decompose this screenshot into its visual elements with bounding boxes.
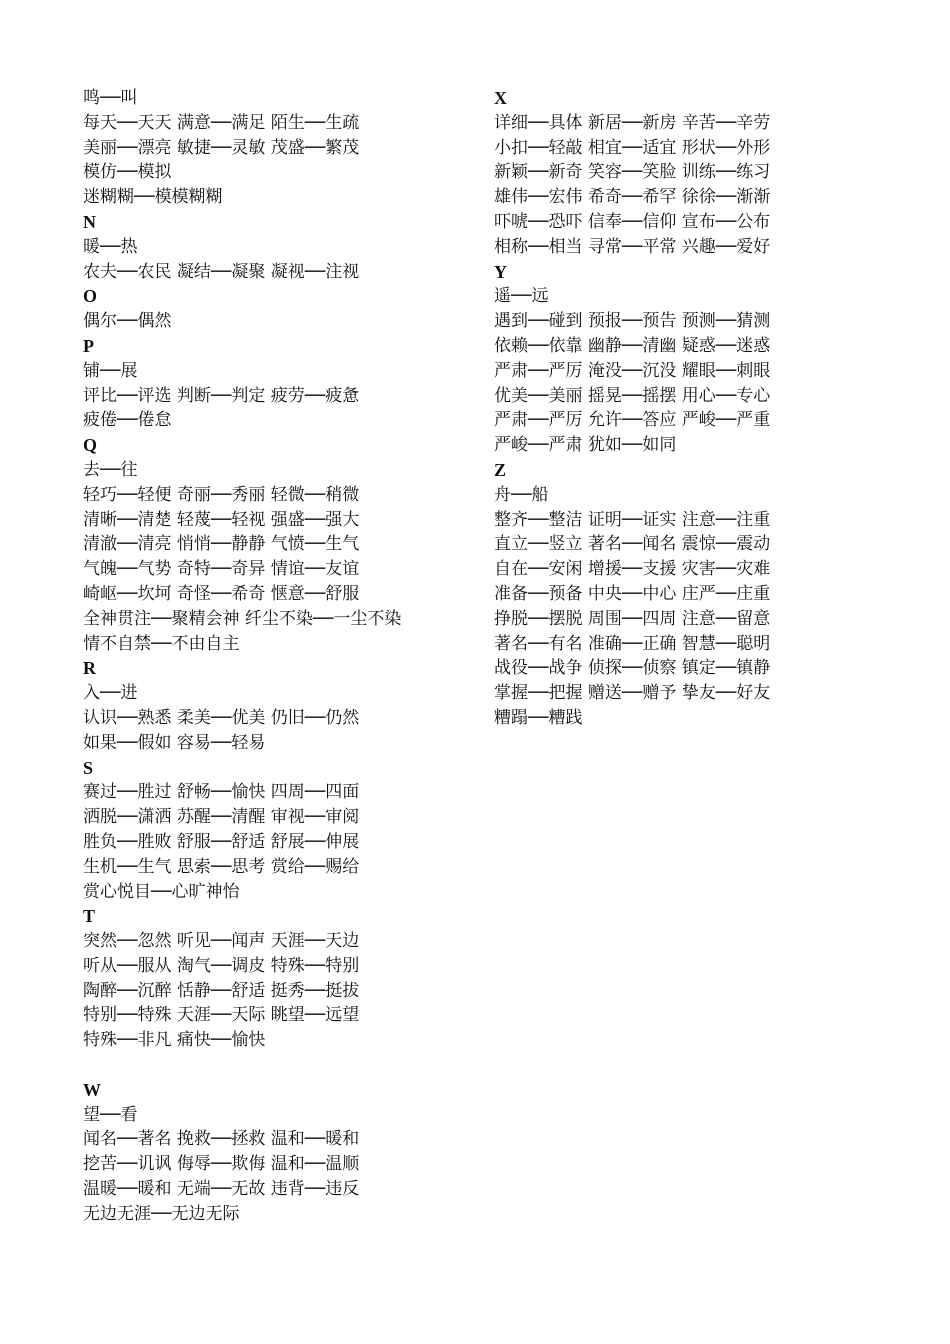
section-letter-heading: Y bbox=[494, 261, 507, 282]
synonym-line: 望──看 bbox=[83, 1104, 138, 1125]
synonym-line: 全神贯注──聚精会神 纤尘不染──一尘不染 bbox=[83, 608, 402, 629]
synonym-line: 相称──相当 寻常──平常 兴趣──爱好 bbox=[494, 236, 771, 257]
synonym-line: 陶醉──沉醉 恬静──舒适 挺秀──挺拔 bbox=[83, 980, 360, 1001]
synonym-line: 迷糊糊──模模糊糊 bbox=[83, 187, 223, 208]
synonym-line: 直立──竖立 著名──闻名 震惊──震动 bbox=[494, 534, 771, 555]
synonym-line: 赛过──胜过 舒畅──愉快 四周──四面 bbox=[83, 782, 360, 803]
synonym-line: 无边无涯──无边无际 bbox=[83, 1203, 240, 1224]
synonym-line: 温暖──暖和 无端──无故 违背──违反 bbox=[83, 1179, 360, 1200]
synonym-line: 认识──熟悉 柔美──优美 仍旧──仍然 bbox=[83, 707, 360, 728]
synonym-line: 听从──服从 淘气──调皮 特殊──特别 bbox=[83, 955, 360, 976]
synonym-line: 突然──忽然 听见──闻声 天涯──天边 bbox=[83, 931, 360, 952]
synonym-line: 入──进 bbox=[83, 683, 138, 704]
synonym-line: 整齐──整洁 证明──证实 注意──注重 bbox=[494, 509, 771, 530]
synonym-line: 去──往 bbox=[83, 459, 138, 480]
synonym-line: 遇到──碰到 预报──预告 预测──猜测 bbox=[494, 311, 771, 332]
synonym-line: 严肃──严厉 淹没──沉没 耀眼──刺眼 bbox=[494, 360, 771, 381]
synonym-line: 评比──评选 判断──判定 疲劳──疲惫 bbox=[83, 385, 360, 406]
synonym-line: 鸣──叫 bbox=[83, 88, 138, 108]
synonym-line: 自在──安闲 增援──支援 灾害──灾难 bbox=[494, 559, 771, 580]
synonym-line: 准备──预备 中央──中心 庄严──庄重 bbox=[494, 583, 771, 604]
synonym-line: 小扣──轻敲 相宜──适宜 形状──外形 bbox=[494, 137, 771, 158]
synonym-line: 糟蹋──糟践 bbox=[494, 707, 583, 728]
synonym-line: 疲倦──倦怠 bbox=[83, 410, 172, 431]
synonym-line: 气魄──气势 奇特──奇异 情谊──友谊 bbox=[83, 559, 360, 580]
synonym-line: 轻巧──轻便 奇丽──秀丽 轻微──稍微 bbox=[83, 484, 360, 505]
synonym-line: 战役──战争 侦探──侦察 镇定──镇静 bbox=[494, 658, 771, 679]
synonym-line: 农夫──农民 凝结──凝聚 凝视──注视 bbox=[83, 261, 360, 282]
synonym-line: 崎岖──坎坷 奇怪──希奇 惬意──舒服 bbox=[83, 583, 360, 604]
synonym-line: 挖苦──讥讽 侮辱──欺侮 温和──温顺 bbox=[83, 1154, 360, 1175]
left-column bbox=[83, 86, 473, 1227]
synonym-line: 美丽──漂亮 敏捷──灵敏 茂盛──繁茂 bbox=[83, 137, 360, 158]
synonym-line: 清澈──清亮 悄悄──静静 气愤──生气 bbox=[83, 534, 360, 555]
synonym-line: 挣脱──摆脱 周围──四周 注意──留意 bbox=[494, 608, 771, 629]
blank-line bbox=[83, 1053, 473, 1078]
synonym-line: 暖──热 bbox=[83, 236, 138, 257]
section-letter-heading: R bbox=[83, 658, 96, 679]
synonym-line: 闻名──著名 挽救──拯救 温和──暖和 bbox=[83, 1129, 360, 1150]
synonym-line: 雄伟──宏伟 希奇──希罕 徐徐──渐渐 bbox=[494, 187, 771, 208]
synonym-line: 偶尔──偶然 bbox=[83, 311, 172, 332]
synonym-line: 清晰──清楚 轻蔑──轻视 强盛──强大 bbox=[83, 509, 360, 530]
synonym-line: 情不自禁──不由自主 bbox=[83, 633, 240, 654]
section-letter-heading: P bbox=[83, 335, 94, 356]
synonym-line: 掌握──把握 赠送──赠予 挚友──好友 bbox=[494, 683, 771, 704]
synonym-line: 每天──天天 满意──满足 陌生──生疏 bbox=[83, 112, 360, 133]
synonym-line: 详细──具体 新居──新房 辛苦──辛劳 bbox=[494, 112, 771, 133]
right-column bbox=[494, 86, 894, 731]
synonym-line: 洒脱──潇洒 苏醒──清醒 审视──审阅 bbox=[83, 807, 360, 828]
synonym-line: 特别──特殊 天涯──天际 眺望──远望 bbox=[83, 1005, 360, 1026]
section-letter-heading: T bbox=[83, 906, 96, 927]
synonym-line: 严肃──严厉 允许──答应 严峻──严重 bbox=[494, 410, 771, 431]
section-letter-heading: W bbox=[83, 1079, 101, 1100]
synonym-line: 优美──美丽 摇晃──摇摆 用心──专心 bbox=[494, 385, 771, 406]
synonym-line: 特殊──非凡 痛快──愉快 bbox=[83, 1030, 266, 1051]
synonym-line: 模仿──模拟 bbox=[83, 162, 172, 183]
synonym-line: 新颖──新奇 笑容──笑脸 训练──练习 bbox=[494, 162, 771, 183]
synonym-line: 舟──船 bbox=[494, 484, 549, 505]
section-letter-heading: O bbox=[83, 286, 98, 307]
synonym-line: 赏心悦目──心旷神怡 bbox=[83, 881, 240, 902]
section-letter-heading: Q bbox=[83, 435, 98, 456]
synonym-line: 吓唬──恐吓 信奉──信仰 宣布──公布 bbox=[494, 211, 771, 232]
section-letter-heading: X bbox=[494, 88, 507, 108]
section-letter-heading: Z bbox=[494, 459, 507, 480]
synonym-line: 依赖──依靠 幽静──清幽 疑惑──迷惑 bbox=[494, 335, 771, 356]
synonym-line: 铺──展 bbox=[83, 360, 138, 381]
synonym-line: 胜负──胜败 舒服──舒适 舒展──伸展 bbox=[83, 831, 360, 852]
synonym-line: 生机──生气 思索──思考 赏给──赐给 bbox=[83, 856, 360, 877]
synonym-line: 严峻──严肃 犹如──如同 bbox=[494, 435, 677, 456]
synonym-line: 著名──有名 准确──正确 智慧──聪明 bbox=[494, 633, 771, 654]
section-letter-heading: N bbox=[83, 211, 96, 232]
section-letter-heading: S bbox=[83, 757, 94, 778]
synonym-line: 如果──假如 容易──轻易 bbox=[83, 732, 266, 753]
synonym-line: 遥──远 bbox=[494, 286, 549, 307]
